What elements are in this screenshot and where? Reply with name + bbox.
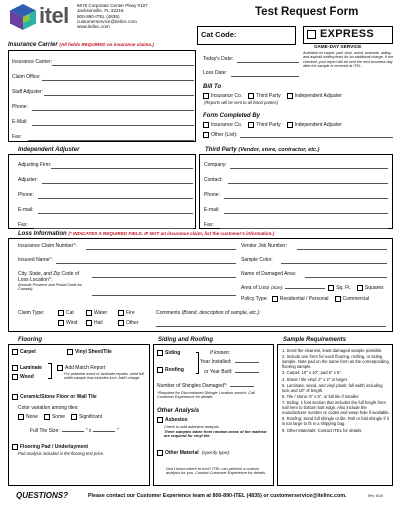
checkbox[interactable] — [58, 310, 64, 316]
checkbox[interactable] — [86, 320, 92, 326]
express-checkbox[interactable] — [307, 30, 316, 39]
requirement-item: 7. Siding: 1 foot section that includes the full height from nail hem to bottom butt edge. Also include the manufacturer number or codes and weep hole if available. — [282, 400, 390, 416]
shingles-damaged-input[interactable] — [230, 386, 254, 387]
bracket-icon — [48, 363, 52, 379]
sample-requirements-heading: Sample Requirements — [283, 337, 347, 343]
insurance-carrier-heading — [8, 42, 154, 48]
insured-name-input[interactable] — [56, 263, 236, 264]
sample-color-input[interactable] — [281, 263, 387, 264]
full-tile-size-row — [30, 428, 119, 434]
option-label: Independent Adjuster — [294, 122, 342, 128]
city-state-zip-row: City, State, and Zip Code of Loss Location*: (Include Province and Postal Code for Canada) — [18, 271, 236, 301]
option-label: Wood — [20, 374, 34, 380]
roofing-option[interactable] — [157, 367, 184, 373]
checkbox[interactable] — [248, 93, 254, 99]
bill-to-note: (Reports will be sent to all listed parties) — [204, 100, 279, 105]
address-line: customerservice@itelinc.com — [77, 18, 137, 24]
express-label: EXPRESS — [320, 28, 375, 40]
bill-to-option[interactable] — [203, 93, 242, 99]
add-match-note: For potential wood or laminate repairs, send full width sample that includes lock. Add'l charge. — [64, 372, 144, 381]
form-completed-by-heading: Form Completed By — [203, 113, 261, 119]
completed-by-option[interactable] — [248, 122, 280, 128]
wood-option[interactable] — [12, 374, 34, 380]
option-label: Significant — [79, 414, 103, 420]
city-note: (Include Province and Postal Code for Canada) — [18, 283, 82, 292]
claim-type-label: Claim Type: — [18, 310, 45, 316]
express-sub-label: SAME-DAY SERVICE — [314, 45, 362, 50]
loss-information-heading — [18, 231, 274, 237]
claim-type-option[interactable] — [86, 320, 112, 326]
loss-date-input[interactable] — [231, 76, 299, 77]
adjuster-label: Adjuster: — [18, 177, 38, 183]
checkbox[interactable] — [335, 296, 341, 302]
sample-requirements-list — [282, 348, 390, 434]
damaged-area-label: Name of Damaged Area: — [241, 271, 297, 277]
form-completed-by-options — [203, 122, 348, 128]
checkbox[interactable] — [157, 350, 163, 356]
variation-options — [18, 414, 108, 420]
claim-type-option[interactable] — [118, 310, 135, 316]
bill-to-options — [203, 93, 348, 99]
address-line: Jacksonville, FL 32216 — [77, 8, 124, 14]
city-label-line1: City, State, and Zip Code of — [18, 271, 80, 277]
option-label: Other (List): — [211, 132, 238, 138]
option-label: Roofing — [165, 367, 184, 373]
checkbox[interactable] — [203, 132, 209, 138]
year-installed-input[interactable] — [235, 362, 259, 363]
questions-label: QUESTIONS? — [16, 491, 69, 500]
variation-option[interactable] — [44, 414, 65, 420]
siding-roofing-heading: Siding and Roofing — [158, 337, 213, 343]
contact-label: Contact: — [204, 177, 223, 183]
address-line: www.itelinc.com — [77, 24, 110, 30]
checkbox[interactable] — [157, 450, 163, 456]
other-input[interactable] — [240, 137, 393, 138]
tile-end-label: " — [117, 428, 120, 434]
shingles-damaged-label: Number of Shingles Damaged*: — [157, 383, 228, 389]
full-tile-label: Full Tile Size: — [30, 428, 60, 434]
area-of-loss-label: Area of Loss — [241, 285, 270, 291]
insured-name-label: Insured Name — [18, 257, 50, 263]
checkbox[interactable] — [248, 122, 254, 128]
checkbox[interactable] — [67, 349, 73, 355]
insurance-carrier-fields — [12, 50, 194, 140]
address-line: 6676 Corporate Center Pkwy #107 — [77, 3, 148, 8]
checkbox[interactable] — [118, 310, 124, 316]
third-party-fields — [204, 154, 388, 229]
siding-option[interactable] — [157, 350, 180, 356]
policy-type-label: Policy Type: — [241, 296, 268, 302]
option-label: Flooring Pad / Underlayment — [20, 444, 89, 450]
other-analysis-note: Don't know where to turn? ITEL can perform a custom analysis for you. Contact Customer Experience for details. — [166, 466, 267, 476]
checkbox[interactable] — [71, 414, 77, 420]
company-address — [77, 3, 148, 29]
option-label: None — [26, 414, 38, 420]
option-label: Independent Adjuster — [294, 93, 342, 99]
bill-to-heading: Bill To — [203, 84, 222, 90]
year-built-label: or Year Built: — [204, 369, 233, 375]
fax-label: Fax: — [204, 222, 214, 228]
cube-logo-icon — [8, 3, 38, 31]
bill-to-option[interactable] — [248, 93, 280, 99]
email-label: E-mail: — [204, 207, 220, 213]
tile-width-input[interactable] — [62, 431, 84, 432]
option-label: Sq. Ft. — [336, 285, 351, 291]
email-label: E-mail: — [18, 207, 34, 213]
option-label: Squares — [364, 285, 384, 291]
option-label: Hail — [94, 320, 103, 326]
option-label: Wind — [66, 320, 78, 326]
area-size-label: (Size): — [271, 284, 284, 290]
independent-adjuster-fields — [18, 154, 193, 229]
fax-label: Fax: — [12, 134, 22, 140]
revision-label: Rev. 6/19 — [368, 494, 383, 498]
area-of-loss-row — [241, 285, 390, 291]
requirement-item: 9. Other Materials: Contact ITEL for details. — [282, 427, 363, 433]
checkbox[interactable] — [12, 394, 18, 400]
option-label: Insurance Co. — [211, 93, 243, 99]
option-label: Insurance Co. — [211, 122, 243, 128]
damaged-area-row — [241, 271, 387, 281]
checkbox[interactable] — [287, 122, 293, 128]
option-label: Cat — [66, 310, 74, 316]
option-label: Asbestos — [165, 417, 188, 423]
option-label: Laminate — [20, 365, 42, 371]
checkbox[interactable] — [12, 374, 18, 380]
option-label: Other — [126, 320, 139, 326]
checkbox[interactable] — [57, 365, 63, 371]
fax-input[interactable] — [28, 140, 194, 141]
claim-type-row-2 — [58, 320, 145, 326]
option-label: Add Match Report — [65, 365, 106, 371]
vertical-divider — [196, 352, 199, 374]
variation-option[interactable] — [71, 414, 102, 420]
option-label: Siding — [165, 350, 181, 356]
asbestos-note-2: Three samples taken from random areas of the material are required for vinyl tile. — [164, 429, 267, 439]
phone-label: Phone: — [204, 192, 220, 198]
checkbox[interactable] — [328, 285, 334, 291]
checkbox[interactable] — [203, 122, 209, 128]
option-label: Vinyl Sheet/Tile — [75, 349, 112, 355]
shingles-note: *Required for Discontinued Shingle Location search. Call Customer Experience for details. — [157, 390, 255, 400]
express-note: Available on carpet, pad, vinyl, wood, laminate, siding, and asphalt roofing tests for an additional charge. If not checked, your report will be sent the next business day after the sample is received at ITEL. — [303, 51, 393, 68]
claim-type-row — [18, 310, 141, 316]
option-label: Some — [51, 414, 66, 420]
claim-type-option[interactable] — [58, 310, 80, 316]
vendor-job-label: Vendor Job Number: — [241, 243, 287, 249]
checkbox[interactable] — [44, 414, 50, 420]
option-label: Fire — [126, 310, 135, 316]
option-label: Ceramic/Stone Floor or Wall Tile — [20, 394, 97, 400]
other-analysis-heading: Other Analysis — [157, 408, 200, 414]
todays-date-input[interactable] — [237, 62, 299, 63]
required-note: (All fields REQUIRED on insurance claims.) — [59, 42, 154, 47]
completed-by-option[interactable] — [203, 122, 242, 128]
requirement-item: 8. Roofing: Send full shingle or tile. Roll or fold shingle if it is too large to fit in a shipping bag. — [282, 416, 389, 427]
third-party-heading — [205, 147, 319, 153]
claim-type-option[interactable] — [86, 310, 112, 316]
checkbox[interactable] — [12, 349, 18, 355]
phone-label: Phone: — [12, 104, 28, 110]
email-label: E-Mail: — [12, 119, 28, 125]
color-variation-label: Color variation among tiles: — [18, 405, 79, 411]
requirement-item: 5. Laminate, wood, and vinyl plank: full width including lock and 10" of length. — [282, 382, 383, 393]
damaged-area-input[interactable] — [305, 277, 387, 278]
vendor-job-row — [241, 243, 387, 253]
sample-color-row — [241, 257, 387, 267]
required-marker: * — [48, 277, 51, 283]
staff-adjuster-label: Staff Adjuster: — [12, 89, 44, 95]
option-label: Residential / Personal — [279, 296, 329, 302]
city-state-zip-input[interactable] — [92, 277, 236, 278]
independent-adjuster-heading: Independent Adjuster — [18, 147, 80, 153]
section-title: Third Party — [205, 147, 237, 153]
sample-color-label: Sample Color: — [241, 257, 273, 263]
flooring-heading: Flooring — [18, 337, 42, 343]
checkbox[interactable] — [357, 285, 363, 291]
checkbox[interactable] — [86, 310, 92, 316]
checkbox[interactable] — [58, 320, 64, 326]
sqft-option[interactable] — [328, 285, 351, 291]
asbestos-note-1: Check to add asbestos analysis. — [164, 424, 220, 429]
comments-hint: (Brand, description of sample, etc.): — [181, 310, 261, 316]
pad-note: Pad analysis included in the flooring test price. — [18, 451, 105, 456]
policy-type-row — [241, 296, 375, 302]
pad-option[interactable] — [12, 444, 88, 450]
completed-by-option[interactable] — [287, 122, 342, 128]
vinyl-option[interactable] — [67, 349, 112, 355]
checkbox[interactable] — [118, 320, 124, 326]
claim-type-option[interactable] — [118, 320, 139, 326]
fax-label: Fax: — [18, 222, 28, 228]
policy-option[interactable] — [272, 296, 329, 302]
claim-number-row: Insurance Claim Number*: — [18, 243, 236, 253]
option-label: Commercial — [342, 296, 370, 302]
company-label: Company: — [204, 162, 227, 168]
cat-code-field[interactable] — [197, 26, 296, 45]
required-note: (* INDICATES A REQUIRED FIELD. IF NOT an insurance claim, list the customer's information.) — [68, 231, 275, 236]
year-installed-row — [200, 359, 259, 365]
cat-code-label: Cat Code: — [201, 30, 237, 39]
add-match-option[interactable] — [57, 365, 105, 371]
option-label: Third Party — [256, 122, 281, 128]
city-state-zip-input-2[interactable] — [92, 295, 236, 296]
claim-type-option[interactable] — [58, 320, 80, 326]
section-title: Loss Information — [18, 231, 67, 237]
page-title: Test Request Form — [255, 6, 359, 18]
variation-option[interactable] — [18, 414, 38, 420]
logo-wordmark: itel — [39, 3, 69, 28]
policy-option[interactable] — [335, 296, 370, 302]
shingles-damaged-row — [157, 383, 254, 389]
checkbox[interactable] — [12, 444, 18, 450]
checkbox[interactable] — [12, 365, 18, 371]
loss-date-label: Loss Date: — [203, 70, 227, 76]
express-option[interactable] — [303, 26, 393, 44]
option-label: Other Material — [165, 450, 199, 456]
fax-input[interactable] — [34, 228, 193, 229]
claim-number-input[interactable] — [86, 249, 236, 250]
required-marker: * — [49, 257, 52, 263]
todays-date-label: Today's Date: — [203, 56, 234, 62]
year-built-row — [204, 369, 259, 375]
city-label-line2: Loss Location — [18, 277, 49, 283]
section-title: Insurance Carrier — [8, 42, 58, 48]
other-material-option[interactable] — [157, 450, 230, 456]
squares-option[interactable] — [357, 285, 384, 291]
tile-x-label: " x — [85, 428, 92, 434]
checkbox[interactable] — [272, 296, 278, 302]
year-built-input[interactable] — [235, 372, 259, 373]
insurance-carrier-label: Insurance Carrier: — [12, 59, 53, 65]
tile-height-input[interactable] — [93, 431, 115, 432]
laminate-option[interactable] — [12, 365, 42, 371]
itel-logo — [8, 3, 76, 31]
fax-input[interactable] — [220, 228, 388, 229]
checkbox[interactable] — [157, 417, 163, 423]
requirement-item: 6. Tile / stone: 6" x 6", or full tile if smaller. — [282, 393, 360, 399]
siding-roofing-box — [153, 344, 274, 486]
option-label: Third Party — [256, 93, 281, 99]
comments-input[interactable] — [156, 326, 386, 327]
requirement-item: 3. Carpet: 10" x 10", pad 6" x 6". — [282, 370, 342, 376]
checkbox[interactable] — [18, 414, 24, 420]
bill-to-option[interactable] — [287, 93, 342, 99]
contact-footer: Please contact our Customer Experience team at 800-890-ITEL (4835) or customerservice@itelinc.com. — [88, 493, 347, 499]
checkbox[interactable] — [157, 367, 163, 373]
claim-office-label: Claim Office: — [12, 74, 41, 80]
specify-hint: (specify type): — [201, 449, 231, 455]
carpet-option[interactable] — [12, 349, 36, 355]
claim-number-label: Insurance Claim Number — [18, 243, 74, 249]
vendor-job-input[interactable] — [297, 249, 387, 250]
section-subtitle: (Vendor, store, contractor, etc.) — [238, 147, 320, 153]
area-of-loss-input[interactable] — [285, 288, 325, 289]
dates-block — [203, 50, 299, 82]
year-installed-label: Year Installed: — [200, 359, 232, 365]
if-known-label: If known: — [210, 350, 231, 356]
insured-name-row: Insured Name*: — [18, 257, 236, 267]
option-label: Water — [94, 310, 108, 316]
requirement-item: 2. Include one form for each flooring, roofing, or siding sample. Note pad on the same form as the corresponding flooring sample. — [282, 354, 389, 370]
checkbox[interactable] — [287, 93, 293, 99]
adjusting-firm-label: Adjusting Firm: — [18, 162, 52, 168]
asbestos-option[interactable] — [157, 417, 188, 423]
checkbox[interactable] — [203, 93, 209, 99]
completed-by-other[interactable] — [203, 132, 393, 138]
address-line: 800-890-ITEL (4835) — [77, 13, 120, 19]
required-marker: * — [73, 243, 76, 249]
requirement-item: 1. Send the cleanest, least damaged sample possible. — [282, 348, 383, 353]
comments-label: Comments — [156, 310, 181, 316]
phone-label: Phone: — [18, 192, 34, 198]
ceramic-option[interactable] — [12, 394, 97, 400]
requirement-item: 4. Sheet / tile vinyl: 2" x 2" or larger. — [282, 376, 349, 382]
comments-row — [156, 310, 386, 330]
option-label: Carpet — [20, 349, 36, 355]
